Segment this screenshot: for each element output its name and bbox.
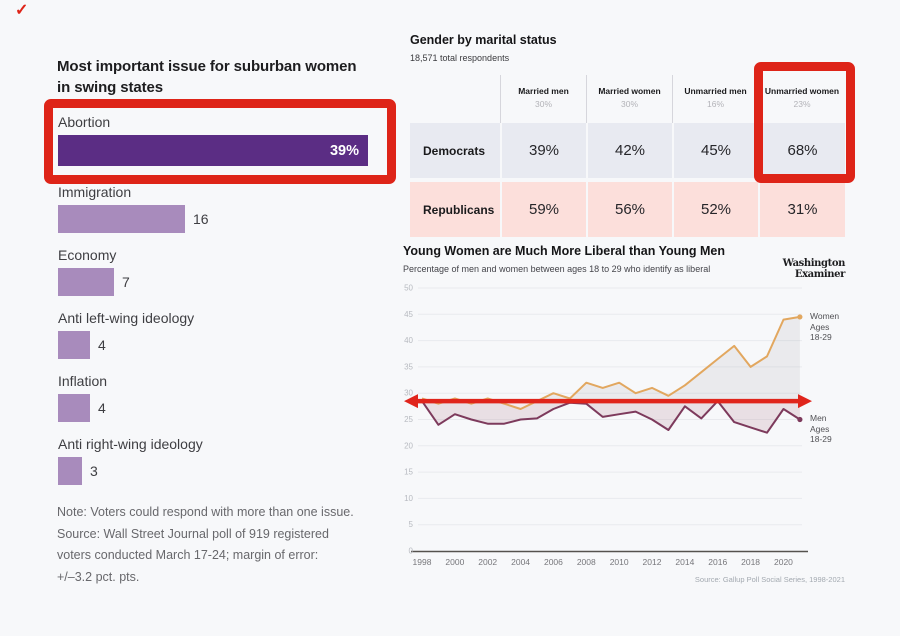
bar-row: [58, 373, 398, 422]
bar-track: [58, 457, 398, 485]
bar-track: [58, 135, 398, 166]
bar: [58, 394, 90, 422]
note-line: +/–3.2 pct. pts.: [57, 569, 140, 584]
legend-line: 18-29: [810, 332, 832, 342]
x-tick-label: 2006: [543, 557, 563, 567]
bar-category-label: Anti right-wing ideology: [58, 436, 203, 452]
x-tick-label: 2016: [708, 557, 728, 567]
bar-value: 16: [193, 211, 209, 227]
y-tick-label: 35: [404, 362, 413, 372]
table-subtitle: 18,571 total respondents: [410, 53, 510, 63]
column-share: 16%: [706, 99, 724, 109]
table-column-header: [672, 75, 758, 123]
table-row-label: Republicans: [410, 182, 500, 237]
y-tick-label: 0: [408, 546, 413, 556]
bar: [58, 331, 90, 359]
legend-line: Ages: [810, 423, 830, 434]
bar-chart-note: [57, 502, 402, 588]
x-tick-label: 2020: [773, 557, 793, 567]
line-chart-subtitle: Percentage of men and women between ages 18 to 29 who identify as liberal: [403, 264, 711, 274]
bar-track: [58, 268, 398, 296]
bar-row: [58, 310, 398, 359]
bar-category-label: Immigration: [58, 184, 132, 200]
x-tick-label: 2014: [675, 557, 695, 567]
note-line: Note: Voters could respond with more than one issue.: [57, 505, 354, 519]
bar-track: [58, 394, 398, 422]
table-row-1: [410, 182, 845, 237]
washington-examiner-logo: Washington Examiner: [782, 258, 845, 280]
bar-track: [58, 205, 398, 233]
y-tick-label: 20: [404, 441, 413, 451]
bar-value: 3: [90, 463, 98, 479]
table-cell: 39%: [500, 123, 586, 178]
table-cell: 59%: [500, 182, 586, 237]
series-end-dot-men: [797, 417, 802, 422]
x-tick-label: 2002: [478, 557, 498, 567]
bar: [58, 135, 368, 166]
y-tick-label: 45: [404, 309, 413, 319]
red-checkmark-icon: ✓: [15, 2, 29, 19]
band-below-arrow: [422, 401, 800, 433]
bar-chart-rows: [58, 114, 398, 499]
bar: [58, 268, 114, 296]
note-line: voters conducted March 17-24; margin of error:: [57, 548, 319, 562]
column-share: 23%: [793, 99, 811, 109]
y-tick-label: 5: [408, 520, 413, 530]
legend-women: [810, 311, 839, 343]
legend-men: [810, 413, 832, 445]
bar-chart-title-line1: Most important issue for suburban women: [57, 58, 357, 75]
table-cell: 45%: [672, 123, 758, 178]
x-tick-label: 2000: [445, 557, 465, 567]
bar-row: [58, 184, 398, 233]
column-share: 30%: [620, 99, 638, 109]
bar-category-label: Inflation: [58, 373, 108, 389]
bar-chart-title: [57, 56, 356, 98]
x-tick-label: 2010: [609, 557, 629, 567]
bar-row: [58, 436, 398, 485]
legend-line: 18-29: [810, 434, 832, 444]
table-row-0: [410, 123, 845, 178]
bar-value: 39%: [329, 142, 359, 159]
x-tick-label: 2018: [741, 557, 761, 567]
y-tick-label: 40: [404, 336, 413, 346]
column-name: Unmarried men: [684, 86, 747, 96]
bar-row: [58, 247, 398, 296]
x-tick-label: 1998: [412, 557, 432, 567]
bar-value: 4: [98, 400, 106, 416]
table-header-row: [410, 75, 845, 123]
bar: [58, 457, 82, 485]
column-name: Unmarried women: [764, 86, 840, 96]
line-chart-source: Source: Gallup Poll Social Series, 1998-2021: [694, 575, 845, 584]
y-tick-label: 15: [404, 467, 413, 477]
table-cell: 42%: [586, 123, 672, 178]
bar: [58, 205, 185, 233]
y-tick-label: 25: [404, 415, 413, 424]
line-chart-title: Young Women are Much More Liberal than Young Men: [403, 244, 726, 258]
y-tick-label: 10: [404, 493, 413, 503]
table-corner-cell: [410, 75, 500, 123]
x-tick-label: 2012: [642, 557, 662, 567]
red-arrow-head-right: [798, 394, 812, 408]
table-cell: 56%: [586, 182, 672, 237]
column-share: 30%: [534, 99, 552, 109]
x-tick-label: 2004: [511, 557, 531, 567]
legend-line: Men: [810, 413, 827, 423]
bar-value: 7: [122, 274, 130, 290]
x-tick-label: 2008: [576, 557, 596, 567]
y-tick-label: 50: [404, 283, 413, 293]
line-chart-svg: [398, 283, 860, 578]
legend-line: Women: [810, 311, 840, 321]
legend-line: Ages: [810, 321, 830, 332]
bar-value: 4: [98, 337, 106, 353]
bar-category-label: Abortion: [58, 114, 111, 130]
y-tick-label: 30: [404, 388, 413, 398]
column-name: Married men: [518, 86, 569, 96]
table-cell: 68%: [758, 123, 845, 178]
bar-track: [58, 331, 398, 359]
note-line: Source: Wall Street Journal poll of 919 registered: [57, 526, 329, 541]
table-cell: 31%: [758, 182, 845, 237]
table-cell: 52%: [672, 182, 758, 237]
table-column-header: [586, 75, 672, 123]
table-row-label: Democrats: [410, 123, 500, 178]
bar-row: [58, 114, 398, 166]
table-title: Gender by marital status: [410, 33, 557, 47]
bar-chart-title-line2: in swing states: [57, 79, 164, 96]
bar-category-label: Economy: [58, 247, 117, 263]
table-column-header: [758, 75, 845, 123]
bar-category-label: Anti left-wing ideology: [58, 310, 195, 326]
series-end-dot-women: [797, 314, 802, 319]
column-name: Married women: [598, 86, 661, 96]
table-column-header: [500, 75, 586, 123]
